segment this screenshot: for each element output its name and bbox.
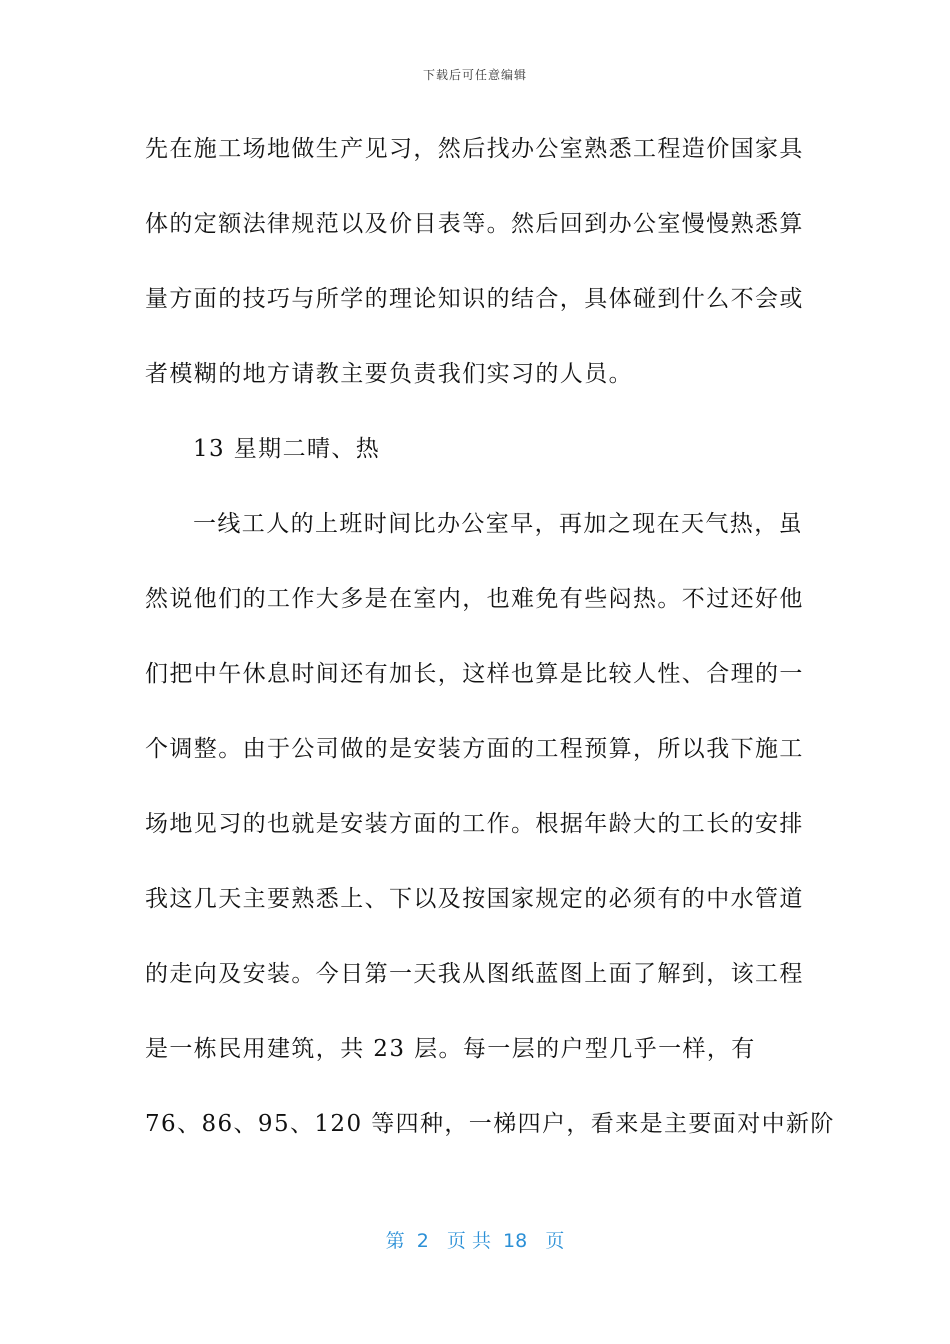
text-line: 我这几天主要熟悉上、下以及按国家规定的必须有的中水管道 <box>145 886 804 912</box>
text-line: 个调整。由于公司做的是安装方面的工程预算，所以我下施工 <box>145 736 804 762</box>
text-line: 者模糊的地方请教主要负责我们实习的人员。 <box>145 361 633 387</box>
text-line: 量方面的技巧与所学的理论知识的结合，具体碰到什么不会或 <box>145 286 804 312</box>
section-heading: 13 星期二晴、热 <box>193 436 381 462</box>
text-line: 是一栋民用建筑，共 23 层。每一层的户型几乎一样，有 <box>145 1036 756 1062</box>
page-number-footer: 第 2 页 共 18 页 <box>385 1230 565 1252</box>
text-line: 的走向及安装。今日第一天我从图纸蓝图上面了解到，该工程 <box>145 961 804 987</box>
text-line: 然说他们的工作大多是在室内，也难免有些闷热。不过还好他 <box>145 586 804 612</box>
text-line: 先在施工场地做生产见习，然后找办公室熟悉工程造价国家具 <box>145 136 804 162</box>
text-line: 76、86、95、120 等四种，一梯四户，看来是主要面对中新阶 <box>145 1111 835 1137</box>
text-line: 体的定额法律规范以及价目表等。然后回到办公室慢慢熟悉算 <box>145 211 804 237</box>
page-header: 下载后可任意编辑 <box>422 68 527 82</box>
text-line: 们把中午休息时间还有加长，这样也算是比较人性、合理的一 <box>145 661 804 687</box>
text-line: 一线工人的上班时间比办公室早，再加之现在天气热，虽 <box>193 511 803 537</box>
text-line: 场地见习的也就是安装方面的工作。根据年龄大的工长的安排 <box>145 811 804 837</box>
